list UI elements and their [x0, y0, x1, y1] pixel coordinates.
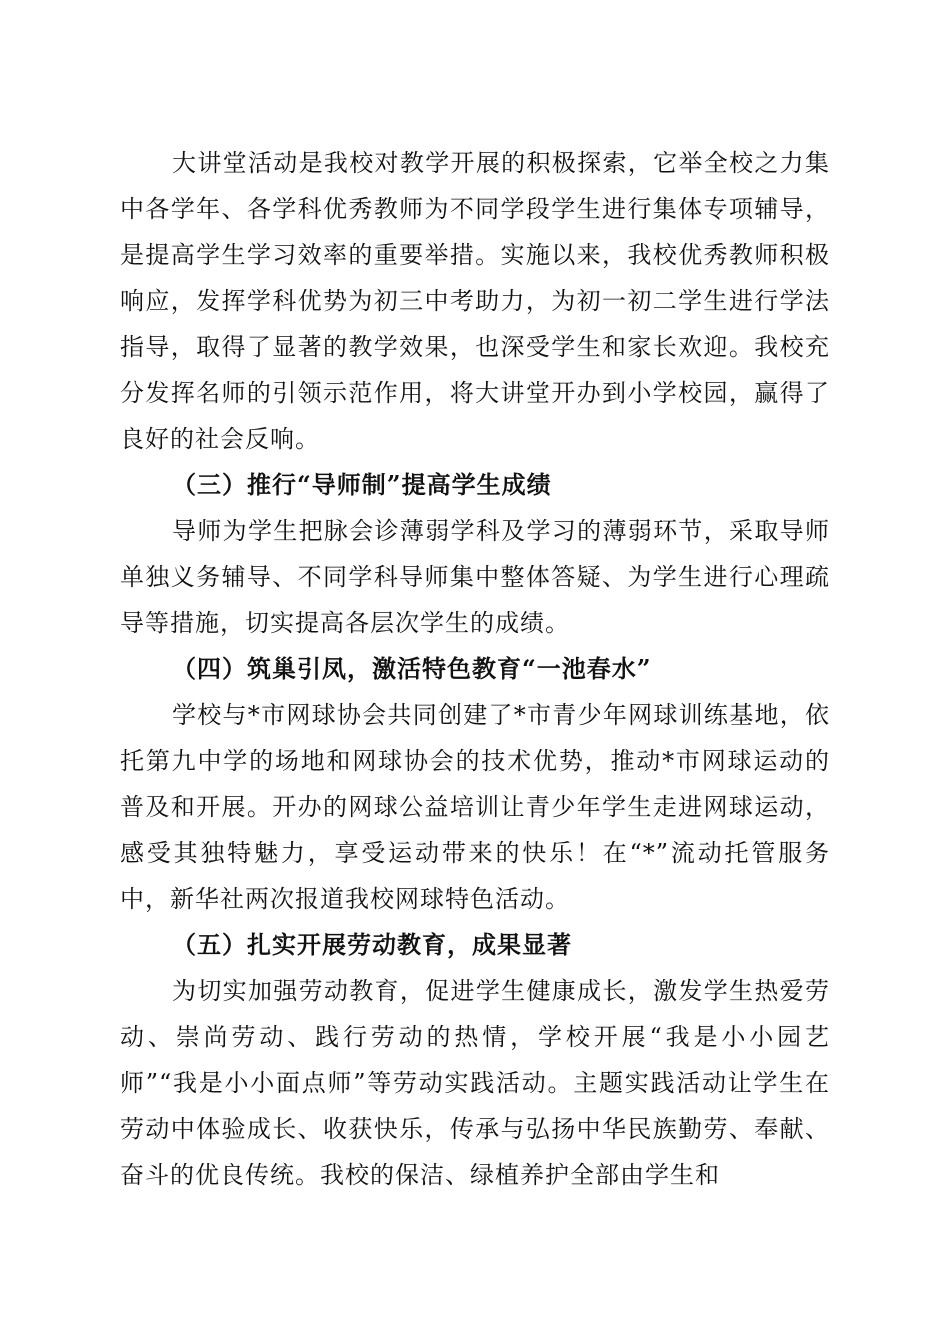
- section-heading-tutor-system: （三）推行“导师制”提高学生成绩: [172, 470, 552, 499]
- paragraph-lecture-hall: 大讲堂活动是我校对教学开展的积极探索，它举全校之力集中各学年、各学科优秀教师为不同学段学生进行集体专项辅导，是提高学生学习效率的重要举措。实施以来，我校优秀教师积极响应，发挥学科优势为初三中考助力，为初一初二学生进行学法指导，取得了显著的教学效果，也深受学生和家长欢迎。我校充分发挥名师的引领示范作用，将大讲堂开办到小学校园，赢得了良好的社会反响。: [120, 149, 830, 453]
- section-heading-tennis: （四）筑巢引凤，激活特色教育“一池春水”: [172, 654, 652, 683]
- document-body: [120, 140, 830, 1198]
- paragraph-tennis: 学校与*市网球协会共同创建了*市青少年网球训练基地，依托第九中学的场地和网球协会的技术优势，推动*市网球运动的普及和开展。开办的网球公益培训让青少年学生走进网球运动，感受其独特魅力，享受运动带来的快乐！在“*”流动托管服务中，新华社两次报道我校网球特色活动。: [120, 701, 830, 913]
- paragraph-tutor-system: 导师为学生把脉会诊薄弱学科及学习的薄弱环节，采取导师单独义务辅导、不同学科导师集中整体答疑、为学生进行心理疏导等措施，切实提高各层次学生的成绩。: [120, 517, 830, 637]
- section-heading-labor-education: （五）扎实开展劳动教育，成果显著: [172, 930, 572, 959]
- paragraph-labor-education: 为切实加强劳动教育，促进学生健康成长，激发学生热爱劳动、崇尚劳动、践行劳动的热情，学校开展“我是小小园艺师”“我是小小面点师”等劳动实践活动。主题实践活动让学生在劳动中体验成长、收获快乐，传承与弘扬中华民族勤劳、奉献、奋斗的优良传统。我校的保洁、绿植养护全部由学生和: [120, 977, 830, 1189]
